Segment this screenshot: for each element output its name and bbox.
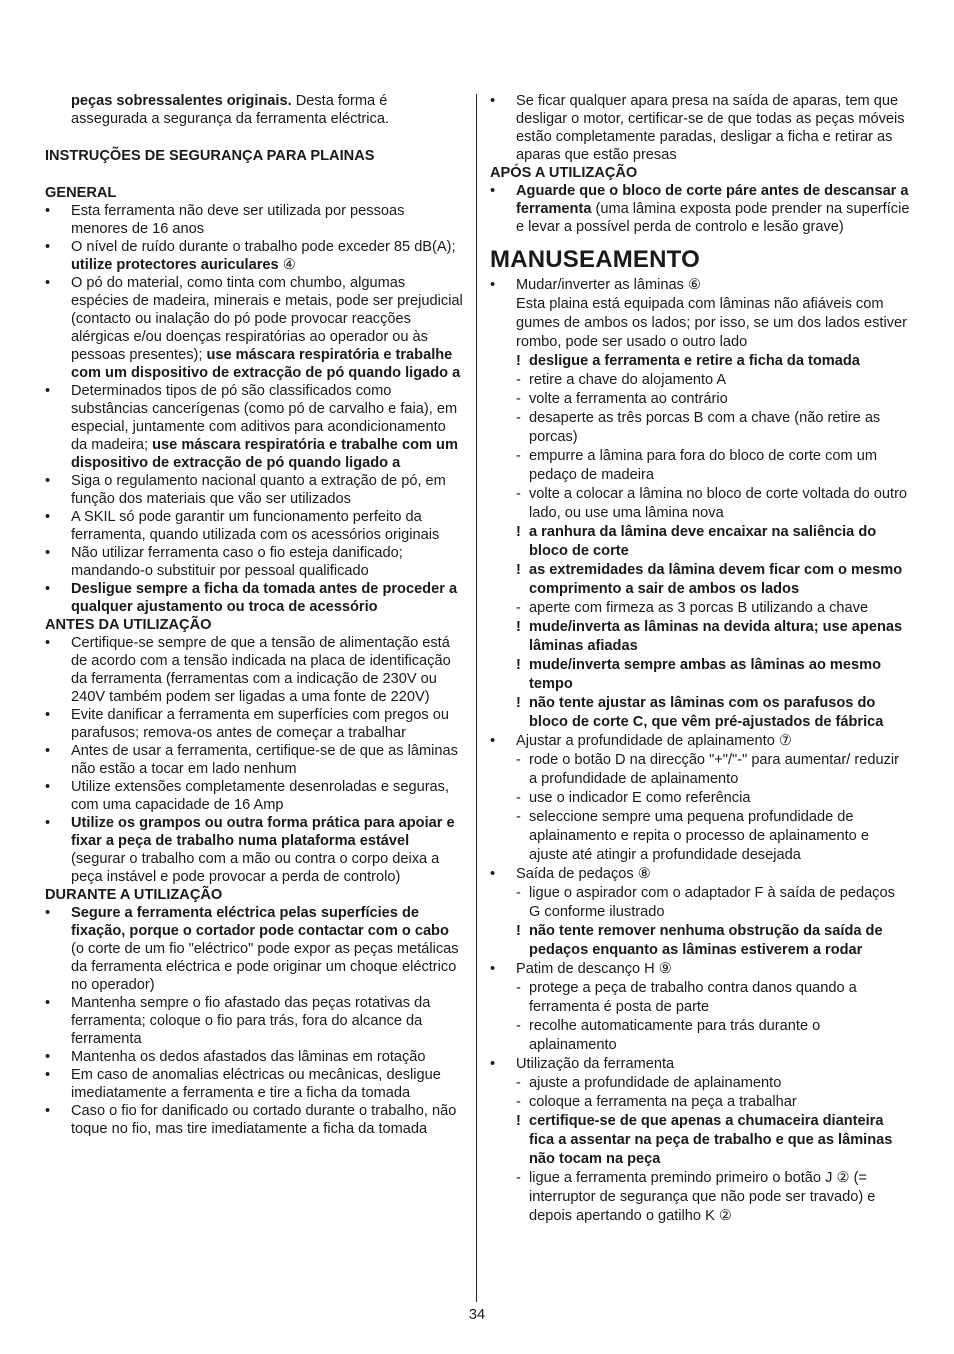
bullet-item (45, 382, 463, 472)
text: A SKIL só pode garantir um funcionamento perfeito da ferramenta, quando utilizada com os acessórios originais (71, 509, 440, 543)
step-item (490, 1074, 910, 1093)
left-column (45, 92, 463, 1138)
step-text: mude/inverta as lâminas na devida altura; use apenas lâminas afiadas (529, 619, 903, 654)
during-list (45, 904, 463, 1138)
text: (segurar o trabalho com a mão ou contra o corpo deixa a peça instável e pode provocar a perda de controlo) (71, 851, 440, 885)
step-text: desaperte as três porcas B com a chave (não retire as porcas) (529, 410, 881, 445)
step-text: não tente remover nenhuma obstrução da saída de pedaços enquanto as lâminas estiverem a rodar (529, 923, 883, 958)
topic-description: Esta plaina está equipada com lâminas não afiáveis com gumes de ambos os lados; por isso, se um dos lados estiver rombo, pode ser usado o outro lado (516, 296, 907, 350)
topic-label: • Patim de descanço H ⑨ (490, 960, 910, 979)
step-text: aperte com firmeza as 3 porcas B utilizando a chave (529, 600, 869, 616)
bullet-item (45, 814, 463, 886)
bullet-item (490, 182, 910, 236)
text: (o corte de um fio "eléctrico" pode expor as peças metálicas da ferramenta eléctrica e pode originar um choque eléctrico no operador) (71, 941, 459, 993)
step-item (490, 447, 910, 485)
general-heading: GENERAL (45, 185, 117, 201)
text: Mantenha sempre o fio afastado das peças rotativas da ferramenta; coloque o fio para trás, fora do alcance da ferramenta (71, 995, 431, 1047)
bullet-item (45, 706, 463, 742)
step-item (490, 979, 910, 1017)
step-text: volte a ferramenta ao contrário (529, 391, 728, 407)
step-marker: ! (516, 562, 521, 578)
column-divider (476, 94, 477, 1302)
step-marker: - (516, 1170, 521, 1186)
text: O nível de ruído durante o trabalho pode exceder 85 dB(A); (71, 239, 456, 255)
step-text: a ranhura da lâmina deve encaixar na saliência do bloco de corte (529, 524, 877, 559)
text: Em caso de anomalias eléctricas ou mecânicas, desligue imediatamente a ferramenta e tire a ficha da tomada (71, 1067, 441, 1101)
step-marker: - (516, 448, 521, 464)
step-text: use o indicador E como referência (529, 790, 751, 806)
section-title: MANUSEAMENTO (490, 246, 700, 273)
steps-list (490, 979, 910, 1055)
step-marker: - (516, 372, 521, 388)
warning-step (490, 656, 910, 694)
warning-step (490, 922, 910, 960)
bold-text: Desligue sempre a ficha da tomada antes de proceder a qualquer ajustamento ou troca de acessório (71, 581, 458, 615)
text: Certifique-se sempre de que a tensão de alimentação está de acordo com a tensão indicada na placa de identificação da ferramenta (ferramentas com a indicação de 230V ou 240V também podem ser ligadas a uma fonte de 220V) (71, 635, 451, 705)
text: Determinados tipos de pó são classificados como substâncias cancerígenas (como pó de carvalho e faia), em especial, juntamente com aditivos para acondicionamento da madeira; (71, 383, 458, 453)
step-text: recolhe automaticamente para trás durante o aplainamento (529, 1018, 821, 1053)
step-marker: ! (516, 923, 521, 939)
step-marker: - (516, 486, 521, 502)
text: Antes de usar a ferramenta, certifique-se de que as lâminas não estão a tocar em lado nenhum (71, 743, 458, 777)
step-item (490, 751, 910, 789)
after-list (490, 182, 910, 236)
step-item (490, 485, 910, 523)
steps-list (490, 1074, 910, 1226)
text: Mantenha os dedos afastados das lâminas em rotação (71, 1049, 426, 1065)
bullet-item (45, 1102, 463, 1138)
step-marker: - (516, 1094, 521, 1110)
text: O pó do material, como tinta com chumbo, algumas espécies de madeira, minerais e metais, pode ser prejudicial (contacto ou inalação do pó pode provocar reacções alérgicas e/ou doenças respiratórias ao operador ou às pessoas presentes); (71, 275, 463, 363)
before-list (45, 634, 463, 886)
step-marker: - (516, 885, 521, 901)
step-item (490, 1169, 910, 1226)
step-marker: - (516, 1018, 521, 1034)
text: Não utilizar ferramenta caso o fio esteja danificado; mandando-o substituir por pessoal qualificado (71, 545, 403, 579)
warning-step (490, 523, 910, 561)
warning-step (490, 561, 910, 599)
bullet-item (45, 580, 463, 616)
bold-text: Aguarde que o bloco de corte páre antes de descansar a ferramenta (516, 183, 909, 217)
step-item (490, 1017, 910, 1055)
warning-step (490, 352, 910, 371)
step-text: ligue a ferramenta premindo primeiro o botão J ② (= interruptor de segurança que não pode ser travado) e depois apertando o gatilho K ② (529, 1170, 876, 1224)
intro-paragraph (45, 92, 463, 128)
text: ④ (278, 257, 296, 273)
step-text: seleccione sempre uma pequena profundidade de aplainamento e repita o processo de aplainamento e ajuste até atingir a profundidade desejada (529, 809, 869, 863)
warning-step (490, 694, 910, 732)
topic-label: • Mudar/inverter as lâminas ⑥ (490, 276, 910, 295)
step-marker: - (516, 980, 521, 996)
handling-section (490, 276, 910, 1226)
bold-text: Segure a ferramenta eléctrica pelas superfícies de fixação, porque o cortador pode contactar com o cabo (71, 905, 449, 939)
after-heading: APÓS A UTILIZAÇÃO (490, 165, 638, 181)
before-heading: ANTES DA UTILIZAÇÃO (45, 617, 212, 633)
topic-label: • Ajustar a profundidade de aplainamento ⑦ (490, 732, 910, 751)
bullet-item (45, 202, 463, 238)
step-item (490, 371, 910, 390)
step-text: certifique-se de que apenas a chumaceira dianteira fica a assentar na peça de trabalho e que as lâminas não tocam na peça (529, 1113, 893, 1167)
intro-bold: peças sobressalentes originais. (71, 93, 292, 109)
bullet-item (45, 274, 463, 382)
bold-text: utilize protectores auriculares (71, 257, 279, 273)
page-number: 34 (468, 1307, 486, 1323)
bullet-item (45, 1066, 463, 1102)
bullet-item (45, 544, 463, 580)
step-marker: - (516, 1075, 521, 1091)
step-marker: - (516, 391, 521, 407)
bullet-item (45, 238, 463, 274)
bullet-item (45, 1048, 463, 1066)
spacer (45, 165, 463, 184)
step-marker: ! (516, 657, 521, 673)
step-item (490, 409, 910, 447)
during-heading: DURANTE A UTILIZAÇÃO (45, 887, 223, 903)
step-marker: ! (516, 353, 521, 369)
step-text: mude/inverta sempre ambas as lâminas ao mesmo tempo (529, 657, 882, 692)
warning-step (490, 1112, 910, 1169)
bullet-item (45, 634, 463, 706)
text: Siga o regulamento nacional quanto a extração de pó, em função dos materiais que vão ser utilizados (71, 473, 446, 507)
step-text: rode o botão D na direcção "+"/"-" para aumentar/ reduzir a profundidade de aplainamento (529, 752, 899, 787)
step-marker: - (516, 410, 521, 426)
step-text: ajuste a profundidade de aplainamento (529, 1075, 782, 1091)
steps-list (490, 884, 910, 960)
text: (uma lâmina exposta pode prender na superfície e levar a possível perda de controlo e lesão grave) (516, 201, 910, 235)
topic-label: • Saída de pedaços ⑧ (490, 865, 910, 884)
step-item (490, 884, 910, 922)
step-text: ligue o aspirador com o adaptador F à saída de pedaços G conforme ilustrado (529, 885, 895, 920)
bullet-item (490, 92, 910, 164)
bullet-item (45, 904, 463, 994)
step-marker: ! (516, 619, 521, 635)
text: Evite danificar a ferramenta em superfícies com pregos ou parafusos; remova-os antes de começar a trabalhar (71, 707, 449, 741)
step-text: retire a chave do alojamento A (529, 372, 727, 388)
warning-step (490, 618, 910, 656)
step-item (490, 390, 910, 409)
step-marker: ! (516, 695, 521, 711)
step-text: protege a peça de trabalho contra danos quando a ferramenta é posta de parte (529, 980, 857, 1015)
right-column (490, 92, 910, 1226)
step-marker: ! (516, 1113, 521, 1129)
step-marker: - (516, 809, 521, 825)
step-text: desligue a ferramenta e retire a ficha da tomada (529, 353, 860, 369)
text: Se ficar qualquer apara presa na saída de aparas, tem que desligar o motor, certificar-se de que todas as peças móveis estão completamente paradas, desligar a ficha e retirar as aparas que estão presas (516, 93, 905, 163)
text: Caso o fio for danificado ou cortado durante o trabalho, não toque no fio, mas tire imediatamente a ficha da tomada (71, 1103, 457, 1137)
step-text: não tente ajustar as lâminas com os parafusos do bloco de corte C, que vêm pré-ajustados de fábrica (529, 695, 884, 730)
step-text: empurre a lâmina para fora do bloco de corte com um pedaço de madeira (529, 448, 877, 483)
spacer (45, 128, 463, 147)
bold-text: use máscara respiratória e trabalhe com um dispositivo de extracção de pó quando ligado a (71, 347, 461, 381)
bullet-item (45, 742, 463, 778)
bullet-item (45, 994, 463, 1048)
step-marker: - (516, 600, 521, 616)
bold-text: Utilize os grampos ou outra forma prática para apoiar e fixar a peça de trabalho numa plataforma estável (71, 815, 455, 849)
step-item (490, 599, 910, 618)
text: Esta ferramenta não deve ser utilizada por pessoas menores de 16 anos (71, 203, 405, 237)
general-list (45, 202, 463, 616)
step-item (490, 808, 910, 865)
bullet-item (45, 778, 463, 814)
topic-label: • Utilização da ferramenta (490, 1055, 910, 1074)
step-item (490, 789, 910, 808)
step-marker: ! (516, 524, 521, 540)
step-text: coloque a ferramenta na peça a trabalhar (529, 1094, 797, 1110)
steps-list (490, 751, 910, 865)
bullet-item (45, 508, 463, 544)
step-text: volte a colocar a lâmina no bloco de corte voltada do outro lado, ou use uma lâmina nova (529, 486, 908, 521)
step-marker: - (516, 752, 521, 768)
text: Utilize extensões completamente desenroladas e seguras, com uma capacidade de 16 Amp (71, 779, 450, 813)
steps-list (490, 352, 910, 732)
intro-text: Desta forma é assegurada a segurança da ferramenta eléctrica. (71, 93, 390, 127)
step-marker: - (516, 790, 521, 806)
bold-text: use máscara respiratória e trabalhe com um dispositivo de extracção de pó quando ligado a (71, 437, 458, 471)
bullet-item (45, 472, 463, 508)
step-item (490, 1093, 910, 1112)
main-heading: INSTRUÇÕES DE SEGURANÇA PARA PLAINAS (45, 148, 375, 164)
top-list (490, 92, 910, 164)
step-text: as extremidades da lâmina devem ficar com o mesmo comprimento a sair de ambos os lados (529, 562, 903, 597)
